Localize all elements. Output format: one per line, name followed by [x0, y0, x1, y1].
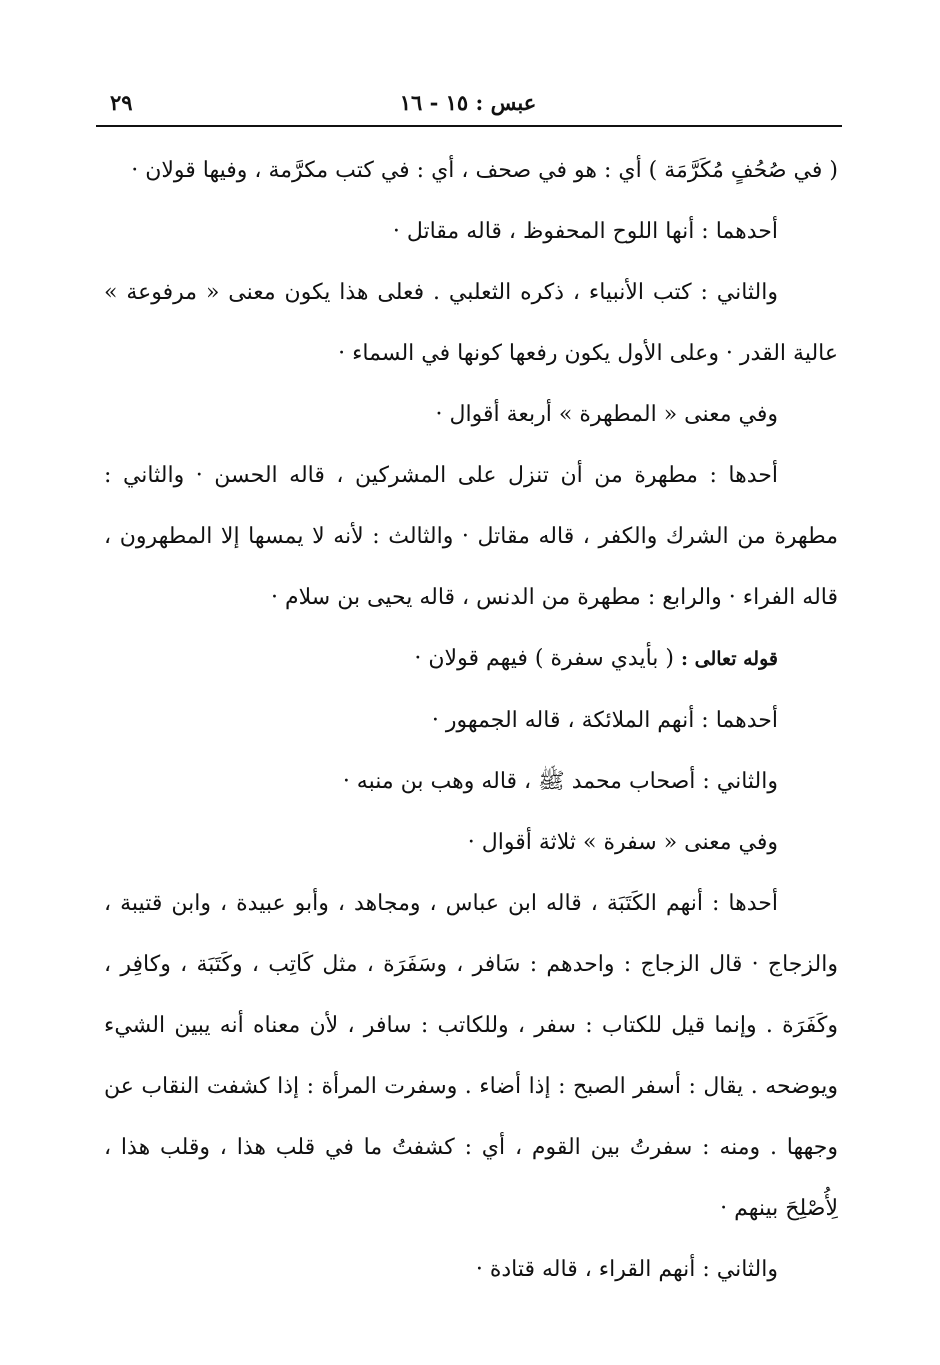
paragraph: والثاني : أصحاب محمد ﷺ ، قاله وهب بن منبه · [342, 769, 778, 794]
paragraph [104, 628, 838, 690]
paragraph: والثاني : أنهم القراء ، قاله قتادة · [475, 1257, 778, 1282]
paragraph: وفي معنى « المطهرة » أربعة أقوال · [435, 402, 778, 427]
page-header [96, 88, 840, 122]
running-title: عبس : ١٥ - ١٦ [399, 90, 537, 115]
paragraph: والثاني : كتب الأنبياء ، ذكره الثعلبي . فعلى هذا يكون معنى « مرفوعة » عالية القدر · وعلى الأول يكون رفعها كونها في السماء · [104, 280, 838, 366]
header-divider [96, 125, 842, 127]
lead-in: قوله تعالى : [681, 648, 778, 670]
paragraph: ( في صُحُفٍ مُكَرَّمَة ) أي : هو في صحف ، أي : في كتب مكرَّمة ، وفيها قولان · [131, 158, 838, 183]
paragraph: أحدهما : أنها اللوح المحفوظ ، قاله مقاتل · [392, 219, 778, 244]
paragraph: أحدها : أنهم الكَتَبَة ، قاله ابن عباس ، ومجاهد ، وأبو عبيدة ، وابن قتيبة ، والزجاج · قال الزجاج : واحدهم : سَافر ، وسَفَرَة ، مثل كَاتِب ، وكَتَبَة ، وكافِر ، وكَفَرَة . وإنما قيل للكتاب : سفر ، وللكاتب : سافر ، لأن معناه أنه يبين الشيء ويوضحه . يقال : أسفر الصبح : إذا أضاء . وسفرت المرأة : إذا كشفت النقاب عن وجهها . ومنه : سفرتُ بين القوم ، أي : كشفتُ ما في قلب هذا ، وقلب هذا ، لِأُصْلِحَ بينهم · [104, 891, 838, 1221]
body-text [104, 140, 838, 1300]
paragraph: أحدها : مطهرة من أن تنزل على المشركين ، قاله الحسن · والثاني : مطهرة من الشرك والكفر ، قاله مقاتل · والثالث : لأنه لا يمسها إلا المطهرون ، قاله الفراء · والرابع : مطهرة من الدنس ، قاله يحيى بن سلام · [104, 463, 838, 610]
paragraph: أحدهما : أنهم الملائكة ، قاله الجمهور · [431, 708, 778, 733]
page-number: ٢٩ [110, 90, 133, 115]
paragraph: وفي معنى « سفرة » ثلاثة أقوال · [467, 830, 778, 855]
paragraph-text: ( بأيدي سفرة ) فيهم قولان · [414, 646, 674, 671]
